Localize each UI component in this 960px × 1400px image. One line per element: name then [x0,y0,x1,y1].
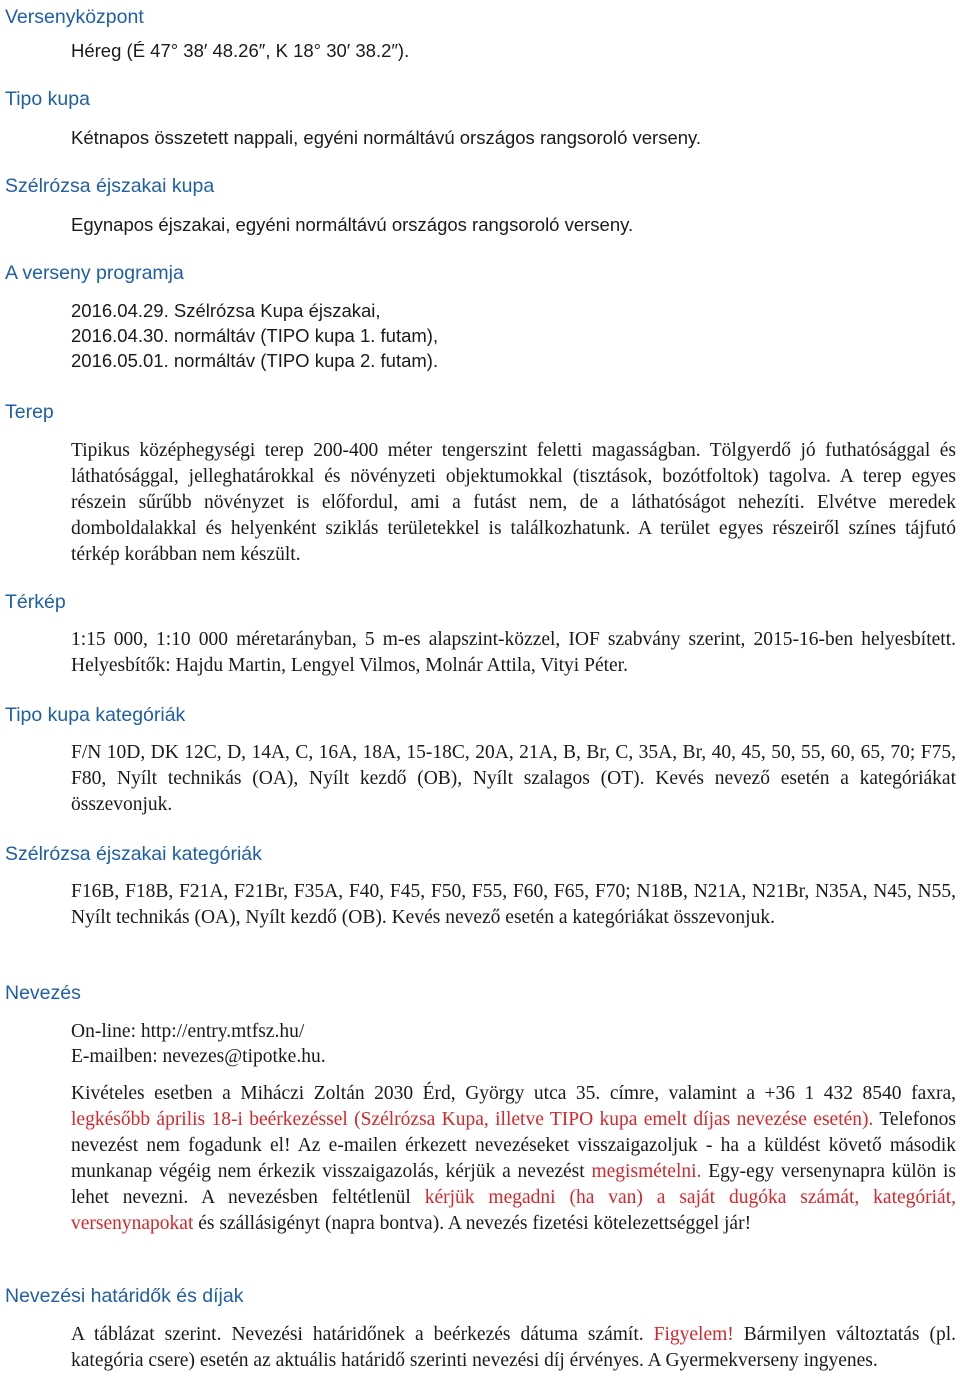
nevezes-repeat-highlight: megismételni. [591,1161,702,1182]
nevezes-online: On-line: http://entry.mtfsz.hu/ [71,1021,305,1042]
heading-terkep: Térkép [5,591,66,613]
heading-hataridok: Nevezési határidők és díjak [5,1285,244,1307]
nevezes-required-highlight: kérjük megadni (ha van) a saját dugóka számát, kategóriát, versenynapokat [71,1187,957,1234]
hataridok-warning: Figyelem! [653,1324,734,1345]
heading-versenykozpont: Versenyközpont [5,6,144,28]
nevezes-paragraph [71,1081,956,1237]
program-line: 2016.04.29. Szélrózsa Kupa éjszakai, [71,300,381,321]
hataridok-text-2: Bármilyen változtatás (pl. kategória csere) esetén az aktuális határidő szerinti nevezési díj érvényes. A Gyermekverseny ingyenes. [71,1324,956,1371]
nevezes-text-1: Kivételes esetben a Miháczi Zoltán 2030 Érd, György utca 35. címre, valamint a +36 1 432 8540 faxra, [71,1083,956,1104]
szelrozsa-kupa-text: Egynapos éjszakai, egyéni normáltávú országos rangsoroló verseny. [71,214,634,235]
heading-szelrozsa-kategoriak: Szélrózsa éjszakai kategóriák [5,843,262,865]
program-list [71,298,956,373]
nevezes-email: E-mailben: nevezes@tipotke.hu. [71,1046,326,1067]
program-line: 2016.04.30. normáltáv (TIPO kupa 1. futam), [71,325,439,346]
nevezes-text-4: és szállásigényt (napra bontva). A nevezés fizetési kötelezettséggel jár! [193,1213,752,1234]
nevezes-text-3: Egy-egy versenynapra külön is lehet nevezni. A nevezésben feltétlenül [71,1161,957,1208]
tipo-kupa-text: Kétnapos összetett nappali, egyéni normáltávú országos rangsoroló verseny. [71,127,702,148]
hataridok-text [71,1322,956,1374]
heading-tipo-kupa: Tipo kupa [5,88,90,110]
heading-nevezes: Nevezés [5,982,81,1004]
versenykozpont-text: Héreg (É 47° 38′ 48.26″, K 18° 30′ 38.2″). [71,40,410,61]
terep-text: Tipikus középhegységi terep 200-400 méter tengerszint feletti magasságban. Tölgyerdő jó futhatósággal és láthatósággal, jelleghatárokkal és növényzeti objektumokkal (tisztások, bozótfoltok) tagolva. A terep egyes részein sűrűbb növényzet is előfordul, ami a futást nem, de a láthatóságot nehezíti. Elvétve meredek domboldalakkal és helyenként sziklás területekkel is találkozhatunk. A terület egyes részeiről színes tájfutó térkép korábban nem készült. [71,440,956,565]
heading-terep: Terep [5,401,54,423]
program-line: 2016.05.01. normáltáv (TIPO kupa 2. futam). [71,350,439,371]
nevezes-deadline-highlight: legkésőbb április 18-i beérkezéssel (Szélrózsa Kupa, illetve TIPO kupa emelt díjas nevezése esetén). [71,1109,874,1130]
nevezes-text-2: Telefonos nevezést nem fogadunk el! Az e-mailen érkezett nevezéseket visszaigazoljuk - ha a küldést követő második munkanap végéig nem érkezik visszaigazolás, kérjük a nevezést [71,1109,956,1182]
szelrozsa-kategoriak-text: F16B, F18B, F21A, F21Br, F35A, F40, F45, F50, F55, F60, F65, F70; N18B, N21A, N21Br, N35A, N45, N55, Nyílt technikás (OA), Nyílt kezdő (OB). Kevés nevező esetén a kategóriákat összevonjuk. [71,881,956,928]
tipo-kategoriak-text: F/N 10D, DK 12C, D, 14A, C, 16A, 18A, 15-18C, 20A, 21A, B, Br, C, 35A, Br, 40, 45, 50, 55, 60, 65, 70; F75, F80, Nyílt technikás (OA), Nyílt kezdő (OB), Nyílt szalagos (OT). Kevés nevező esetén a kategóriákat összevonjuk. [71,742,956,815]
heading-tipo-kategoriak: Tipo kupa kategóriák [5,704,186,726]
hataridok-text-1: A táblázat szerint. Nevezési határidőnek a beérkezés dátuma számít. [71,1324,654,1345]
terkep-text: 1:15 000, 1:10 000 méretarányban, 5 m-es alapszint-közzel, IOF szabvány szerint, 2015-16-ben helyesbített. Helyesbítők: Hajdu Martin, Lengyel Vilmos, Molnár Attila, Vityi Péter. [71,629,956,676]
heading-szelrozsa-kupa: Szélrózsa éjszakai kupa [5,175,215,197]
heading-program: A verseny programja [5,262,184,284]
